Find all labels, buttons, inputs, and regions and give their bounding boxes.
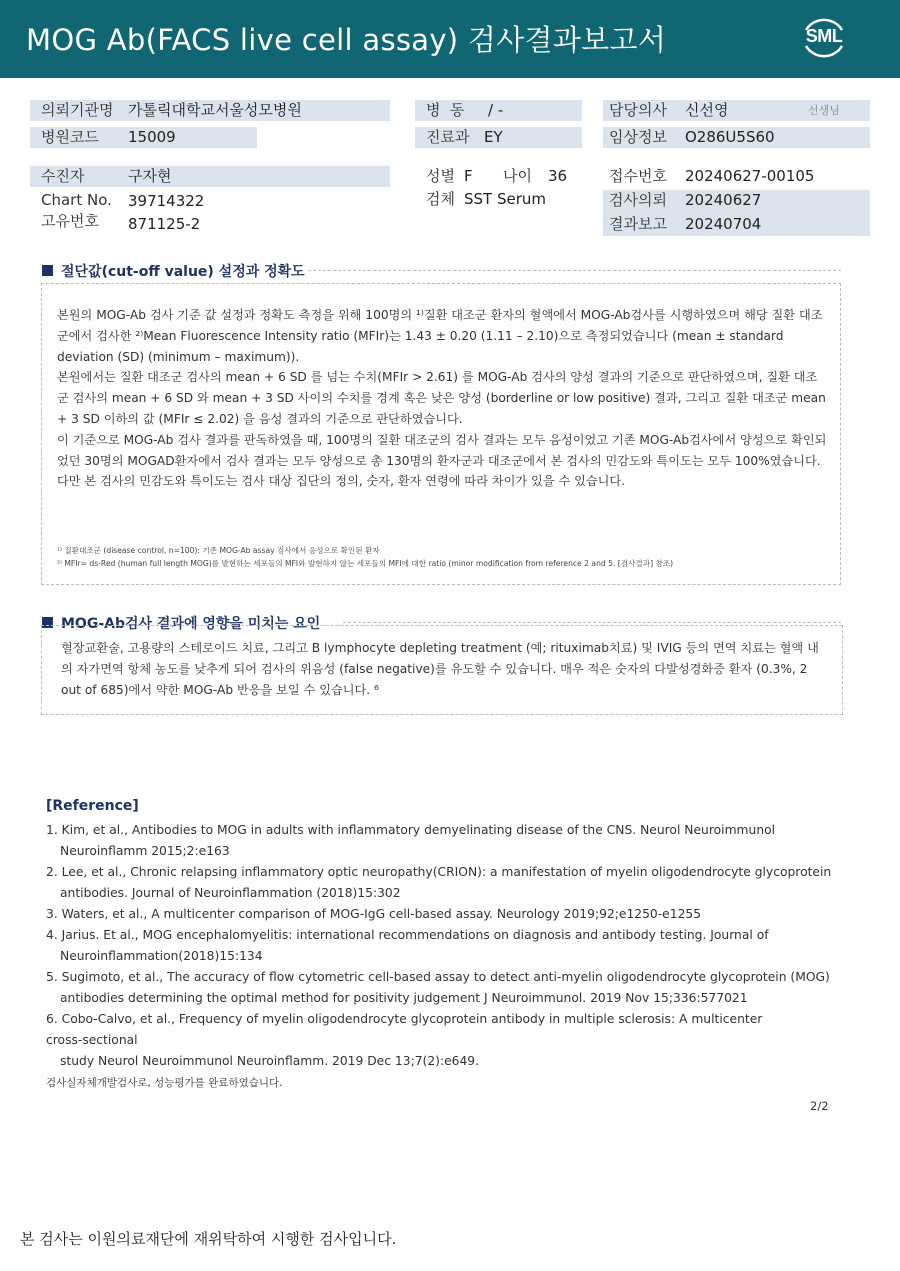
footer-notice: 본 검사는 이원의료재단에 재위탁하여 시행한 검사입니다.: [20, 1230, 397, 1248]
section1-title: [42, 261, 305, 281]
logo-text: SML: [805, 26, 843, 46]
reference-item-cont: antibodies. Journal of Neuroinflammation (2018)15:302: [60, 886, 401, 900]
clinical-value: O286U5S60: [685, 128, 775, 146]
age-value: 36: [548, 167, 568, 185]
section2-paragraph-1: 혈장교환술, 고용량의 스테로이드 치료, 그리고 B lymphocyte depleting treatment (예; rituximab치료) 및 IVIG 등의 면역 치료는 혈액 내의 자가면역 항체 농도를 낮추게 되어 검사의 위음성 (false negative)를 유도할 수 있습니다. 매우 적은 숫자의 다발성경화증 환자 (0.3%, 2 out of 685)에서 약한 MOG-Ab 반응을 보일 수 있습니다. ⁶: [61, 641, 819, 697]
institution-label: 의뢰기관명: [41, 101, 114, 119]
reference-item-cont: Neuroinflamm 2015;2:e163: [60, 844, 230, 858]
report-header: [0, 0, 900, 78]
doctor-suffix: 선생님: [808, 104, 840, 117]
section1-divider: [308, 270, 841, 271]
report-label: 결과보고: [609, 215, 667, 233]
reference-list: [46, 820, 846, 1072]
reference-item: 5. Sugimoto, et al., The accuracy of flow cytometric cell-based assay to detect anti-myelin oligodendrocyte glycoprotein (MOG): [46, 970, 830, 984]
receipt-value: 20240627-00105: [685, 167, 815, 185]
receipt-label: 접수번호: [609, 167, 667, 185]
reference-item: 3. Waters, et al., A multicenter comparison of MOG-IgG cell-based assay. Neurology 2019;92;e1250-e1255: [46, 907, 702, 921]
page-number: 2/2: [810, 1099, 829, 1113]
sex-value: F: [464, 167, 473, 185]
validation-note: 검사실자체개발검사로, 성능평가를 완료하였습니다.: [46, 1077, 283, 1089]
section2-text: [61, 638, 827, 700]
reference-heading: [Reference]: [46, 798, 139, 814]
ward-label: 병 동: [426, 101, 465, 119]
request-value: 20240627: [685, 191, 762, 209]
footnote-2: ²⁾ MFIr= ds-Red (human full length MOG)를 발현하는 세포들의 MFI와 발현하지 않는 세포들의 MFI에 대한 ratio (minor modification from reference 2 and 5. [검사결과] 참조): [57, 559, 674, 568]
section1-title-text: 절단값(cut-off value) 설정과 정확도: [61, 264, 305, 280]
doctor-label: 담당의사: [609, 101, 667, 119]
report-title: MOG Ab(FACS live cell assay) 검사결과보고서: [26, 23, 667, 57]
footnote-1: ¹⁾ 질환대조군 (disease control, n=100): 기존 MOG-Ab assay 검사에서 음성으로 확인된 환자: [57, 546, 380, 555]
patient-value: 구자현: [128, 167, 172, 185]
section1-text: [57, 305, 827, 492]
reference-item-cont: study Neurol Neuroimmunol Neuroinflamm. 2019 Dec 13;7(2):e649.: [60, 1054, 480, 1068]
age-label: 나이: [503, 167, 532, 185]
chart-value: 39714322: [128, 192, 205, 210]
reference-item: 1. Kim, et al., Antibodies to MOG in adults with inflammatory demyelinating disease of the CNS. Neurol Neuroimmunol: [46, 823, 776, 837]
section-square-icon: [42, 265, 53, 276]
patient-label: 수진자: [41, 167, 85, 185]
section1-paragraph-2: 본원에서는 질환 대조군 검사의 mean + 6 SD 를 넘는 수치(MFIr > 2.61) 를 MOG-Ab 검사의 양성 결과의 기준으로 판단하였으며, 질환 대조군 검사의 mean + 6 SD 와 mean + 3 SD 사이의 수치를 경계 혹은 낮은 양성 (borderline or low positive) 결과, 그리고 질환 대조군 mean + 3 SD 이하의 값 (MFIr ≤ 2.02) 을 음성 결과의 기준으로 판단하였습니다.: [57, 370, 826, 426]
reference-item: 2. Lee, et al., Chronic relapsing inflammatory optic neuropathy(CRION): a manifestation of myelin oligodendrocyte glycoprotein: [46, 865, 832, 879]
reference-item: 6. Cobo-Calvo, et al., Frequency of myelin oligodendrocyte glycoprotein antibody in multiple sclerosis: A multicenter: [46, 1012, 763, 1026]
request-label: 검사의뢰: [609, 191, 667, 209]
report-value: 20240704: [685, 215, 762, 233]
specimen-value: SST Serum: [464, 190, 547, 208]
clinical-label: 임상정보: [609, 128, 667, 146]
section1-paragraph-1: 본원의 MOG-Ab 검사 기준 값 설정과 정확도 측정을 위해 100명의 ¹⁾질환 대조군 환자의 혈액에서 MOG-Ab검사를 시행하였으며 해당 질환 대조군에서 검사한 ²⁾Mean Fluorescence Intensity ratio (MFIr)는 1.43 ± 0.20 (1.11 – 2.10)으로 측정되었습니다 (mean ± standard deviation (SD) (minimum – maximum)).: [57, 308, 823, 364]
section1-paragraph-3: 이 기준으로 MOG-Ab 검사 결과를 판독하였을 때, 100명의 질환 대조군의 검사 결과는 모두 음성이었고 기존 MOG-Ab검사에서 양성으로 확인되었던 30명의 MOGAD환자에서 검사 결과는 모두 양성으로 총 130명의 환자군과 대조군에서 본 검사의 민감도와 특이도는 모두 100%였습니다. 다만 본 검사의 민감도와 특이도는 검사 대상 집단의 정의, 숫자, 환자 연령에 따라 차이가 있을 수 있습니다.: [57, 432, 827, 489]
department-label: 진료과: [426, 128, 470, 146]
sml-logo: [798, 12, 850, 64]
chart-label: Chart No.: [41, 191, 112, 209]
reference-item-cont: cross-sectional: [46, 1033, 138, 1047]
institution-value: 가톨릭대학교서울성모병원: [128, 101, 302, 119]
reference-item-cont: antibodies determining the optimal method for positivity judgement J Neuroimmunol. 2019 Nov 15;336:577021: [60, 991, 748, 1005]
id-label: 고유번호: [41, 212, 99, 230]
ward-value: / -: [488, 101, 504, 119]
section2-title-text: MOG-Ab검사 결과에 영향을 미치는 요인: [61, 616, 321, 632]
sex-label: 성별: [426, 167, 455, 185]
specimen-label: 검체: [426, 190, 455, 208]
department-value: EY: [484, 128, 503, 146]
section2-divider: [343, 622, 841, 623]
reference-item-cont: Neuroinflammation(2018)15:134: [60, 949, 263, 963]
id-value: 871125-2: [128, 215, 201, 233]
doctor-value: 신선영: [685, 101, 729, 119]
hospital-code-label: 병원코드: [41, 128, 99, 146]
hospital-code-value: 15009: [128, 128, 176, 146]
reference-item: 4. Jarius. Et al., MOG encephalomyelitis: international recommendations on diagnosis and antibody testing. Journal of: [46, 928, 769, 942]
